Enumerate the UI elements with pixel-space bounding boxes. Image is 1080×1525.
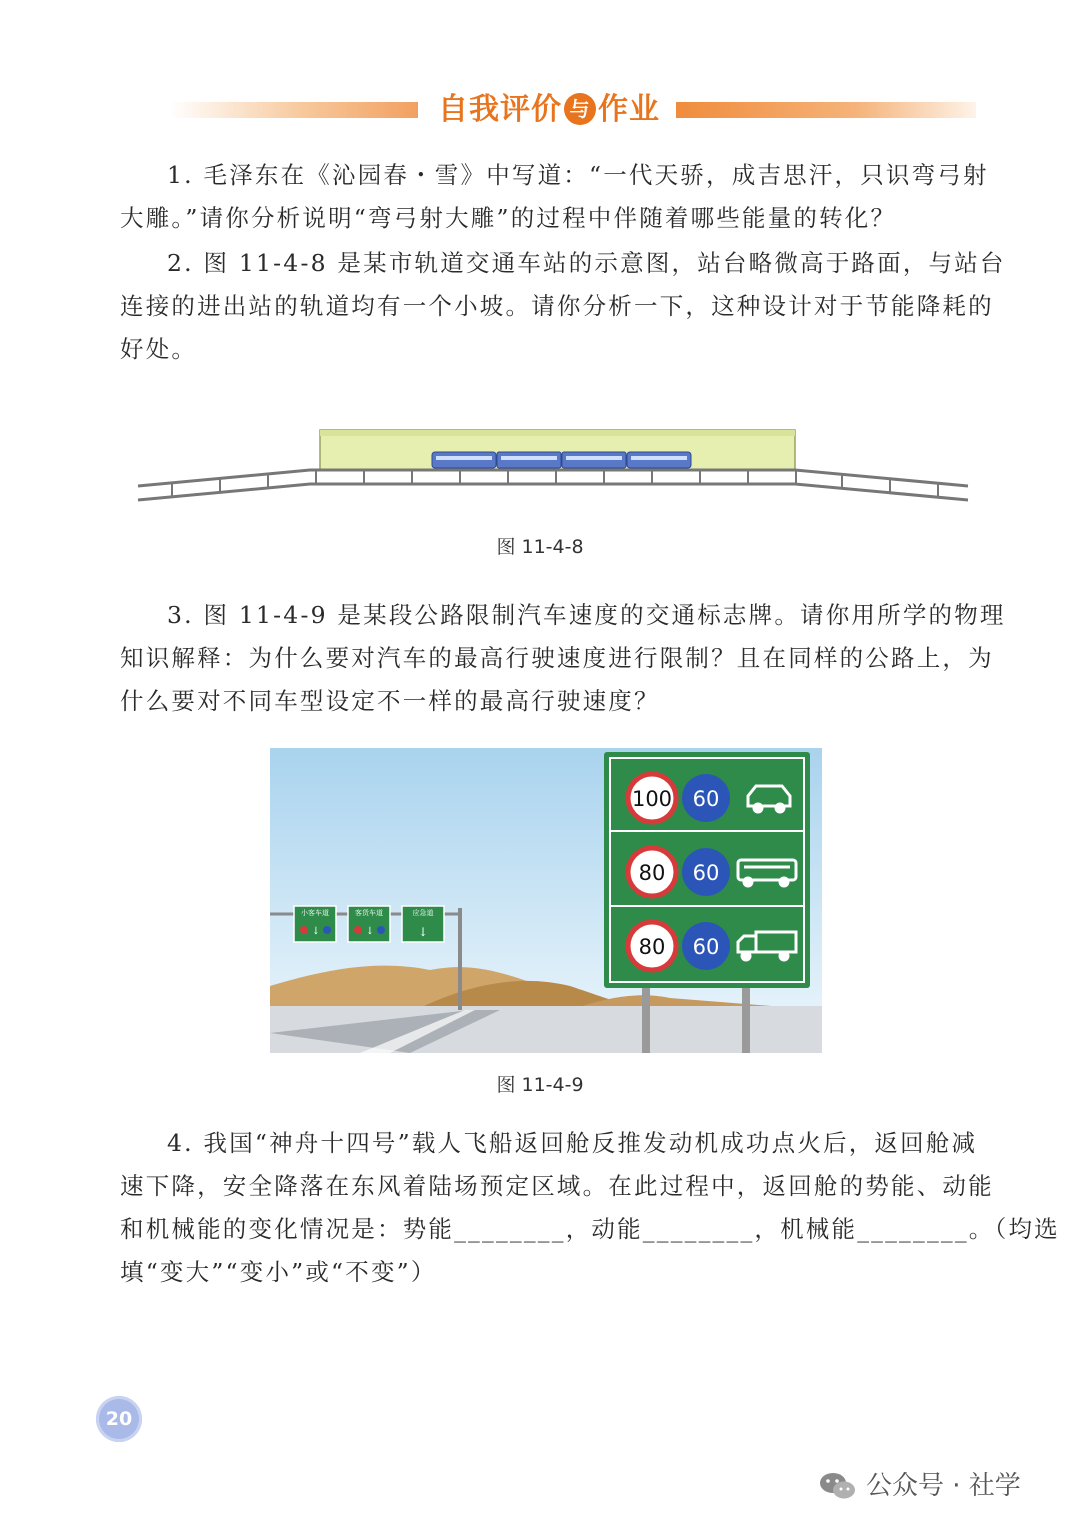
gantry-sign-2-label: 客货车道 — [355, 909, 383, 917]
question-3 — [120, 594, 1006, 723]
min-speed-value-1: 60 — [692, 787, 720, 811]
q3-line3: 什么要对不同车型设定不一样的最高行驶速度？ — [120, 687, 660, 715]
header-decor-bar-right — [676, 102, 976, 118]
station-roof — [320, 430, 795, 436]
q2-line1: 2. 图 11-4-8 是某市轨道交通车站的示意图，站台略微高于路面，与站台 — [167, 249, 1006, 277]
station-diagram — [130, 420, 975, 520]
title-part1: 自我评价 — [438, 92, 562, 127]
q2-line3: 好处。 — [120, 335, 198, 363]
q4-line3: 和机械能的变化情况是：势能________，动能________，机械能________。（均选 — [120, 1215, 1060, 1243]
train — [432, 452, 691, 468]
svg-text:↓: ↓ — [365, 926, 375, 937]
max-speed-value-3: 80 — [638, 935, 666, 959]
min-speed-value-3: 60 — [692, 935, 720, 959]
gantry-sign-3 — [402, 906, 444, 942]
q4-line1: 4. 我国“神舟十四号”载人飞船返回舱反推发动机成功点火后，返回舱减 — [167, 1129, 978, 1157]
max-speed-value-2: 80 — [638, 861, 666, 885]
gantry-sign-1-label: 小客车道 — [301, 909, 329, 917]
watermark — [822, 1466, 1021, 1506]
gantry-sign-2 — [348, 906, 390, 942]
q2-line2: 连接的进出站的轨道均有一个小坡。请你分析一下，这种设计对于节能降耗的 — [120, 292, 994, 320]
watermark-text: 公众号 · 社学 — [866, 1471, 1021, 1501]
svg-text:↓: ↓ — [311, 926, 321, 937]
figure-caption-1: 图 11-4-8 — [496, 536, 584, 558]
section-header — [0, 80, 1080, 140]
title-part2: 作业 — [598, 92, 660, 127]
question-2 — [120, 242, 1006, 371]
question-1 — [120, 154, 989, 240]
q4-line2: 速下降，安全降落在东风着陆场预定区域。在此过程中，返回舱的势能、动能 — [120, 1172, 994, 1200]
header-decor-bar-left — [170, 102, 418, 118]
q3-line1: 3. 图 11-4-9 是某段公路限制汽车速度的交通标志牌。请你用所学的物理 — [167, 601, 1006, 629]
max-speed-value-1: 100 — [631, 787, 673, 811]
svg-text:↓: ↓ — [417, 925, 429, 939]
q4-line4: 填“变大”“变小”或“不变”） — [120, 1258, 437, 1286]
section-title — [438, 88, 660, 132]
speed-limit-illustration — [270, 748, 822, 1053]
figure-caption-2: 图 11-4-9 — [496, 1074, 584, 1096]
gantry-sign-3-label: 应急道 — [412, 909, 434, 917]
q1-line2: 大雕。”请你分析说明“弯弓射大雕”的过程中伴随着哪些能量的转化？ — [120, 204, 897, 232]
page-number: 20 — [96, 1396, 142, 1442]
q1-line1: 1. 毛泽东在《沁园春・雪》中写道：“一代天骄，成吉思汗，只识弯弓射 — [167, 161, 989, 189]
q3-line2: 知识解释：为什么要对汽车的最高行驶速度进行限制？且在同样的公路上，为 — [120, 644, 994, 672]
question-4 — [120, 1122, 1060, 1294]
gantry-sign-1 — [294, 906, 336, 942]
track-bottom — [138, 484, 968, 500]
min-speed-value-2: 60 — [692, 861, 720, 885]
title-mid-badge: 与 — [564, 93, 596, 125]
